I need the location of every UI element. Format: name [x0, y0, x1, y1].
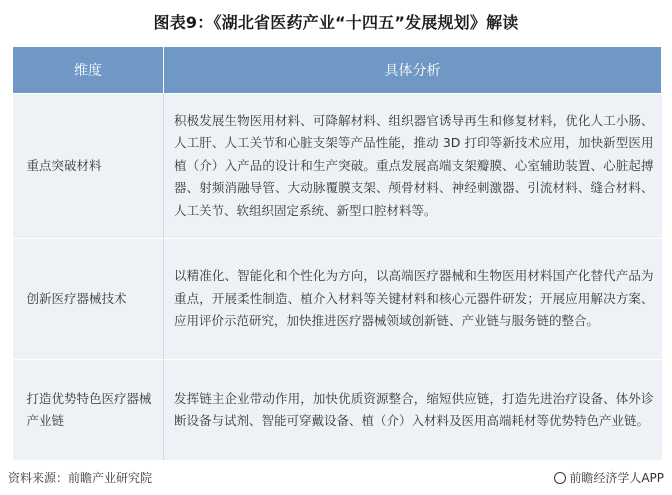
- row-category: 创新医疗器械技术: [13, 239, 164, 360]
- analysis-table: [12, 46, 662, 461]
- table-row: [13, 94, 662, 239]
- row-detail: 积极发展生物医用材料、可降解材料、组织器官诱导再生和修复材料，优化人工小肠、人工肝、人工关节和心脏支架等产品性能，推动 3D 打印等新技术应用，加快新型医用植（介）入产品的设计和生产突破。重点发展高端支架瓣膜、心室辅助装置、心脏起搏器、射频消融导管、大动脉覆膜支架、颅骨材料、神经刺激器、引流材料、缝合材料、人工关节、软组织固定系统、新型口腔材料等。: [164, 94, 662, 239]
- brand-credit: [554, 469, 664, 486]
- header-analysis: 具体分析: [164, 47, 662, 94]
- table-row: [13, 239, 662, 360]
- table-header-row: [13, 47, 662, 94]
- brand-logo-icon: [554, 472, 566, 484]
- table-row: [13, 360, 662, 461]
- brand-label: 前瞻经济学人APP: [569, 471, 664, 485]
- header-dimension: 维度: [13, 47, 164, 94]
- row-category: 重点突破材料: [13, 94, 164, 239]
- row-detail: 以精准化、智能化和个性化为方向，以高端医疗器械和生物医用材料国产化替代产品为重点，开展柔性制造、植介入材料等关键材料和核心元器件研发；开展应用解决方案、应用评价示范研究，加快推进医疗器械领域创新链、产业链与服务链的整合。: [164, 239, 662, 360]
- footer: [8, 469, 664, 489]
- source-note: 资料来源：前瞻产业研究院: [8, 471, 153, 485]
- row-category: 打造优势特色医疗器械产业链: [13, 360, 164, 461]
- page-title: 图表9：《湖北省医药产业“十四五”发展规划》解读: [153, 13, 519, 32]
- row-detail: 发挥链主企业带动作用，加快优质资源整合，缩短供应链，打造先进治疗设备、体外诊断设备与试剂、智能可穿戴设备、植（介）入材料及医用高端耗材等优势特色产业链。: [164, 360, 662, 461]
